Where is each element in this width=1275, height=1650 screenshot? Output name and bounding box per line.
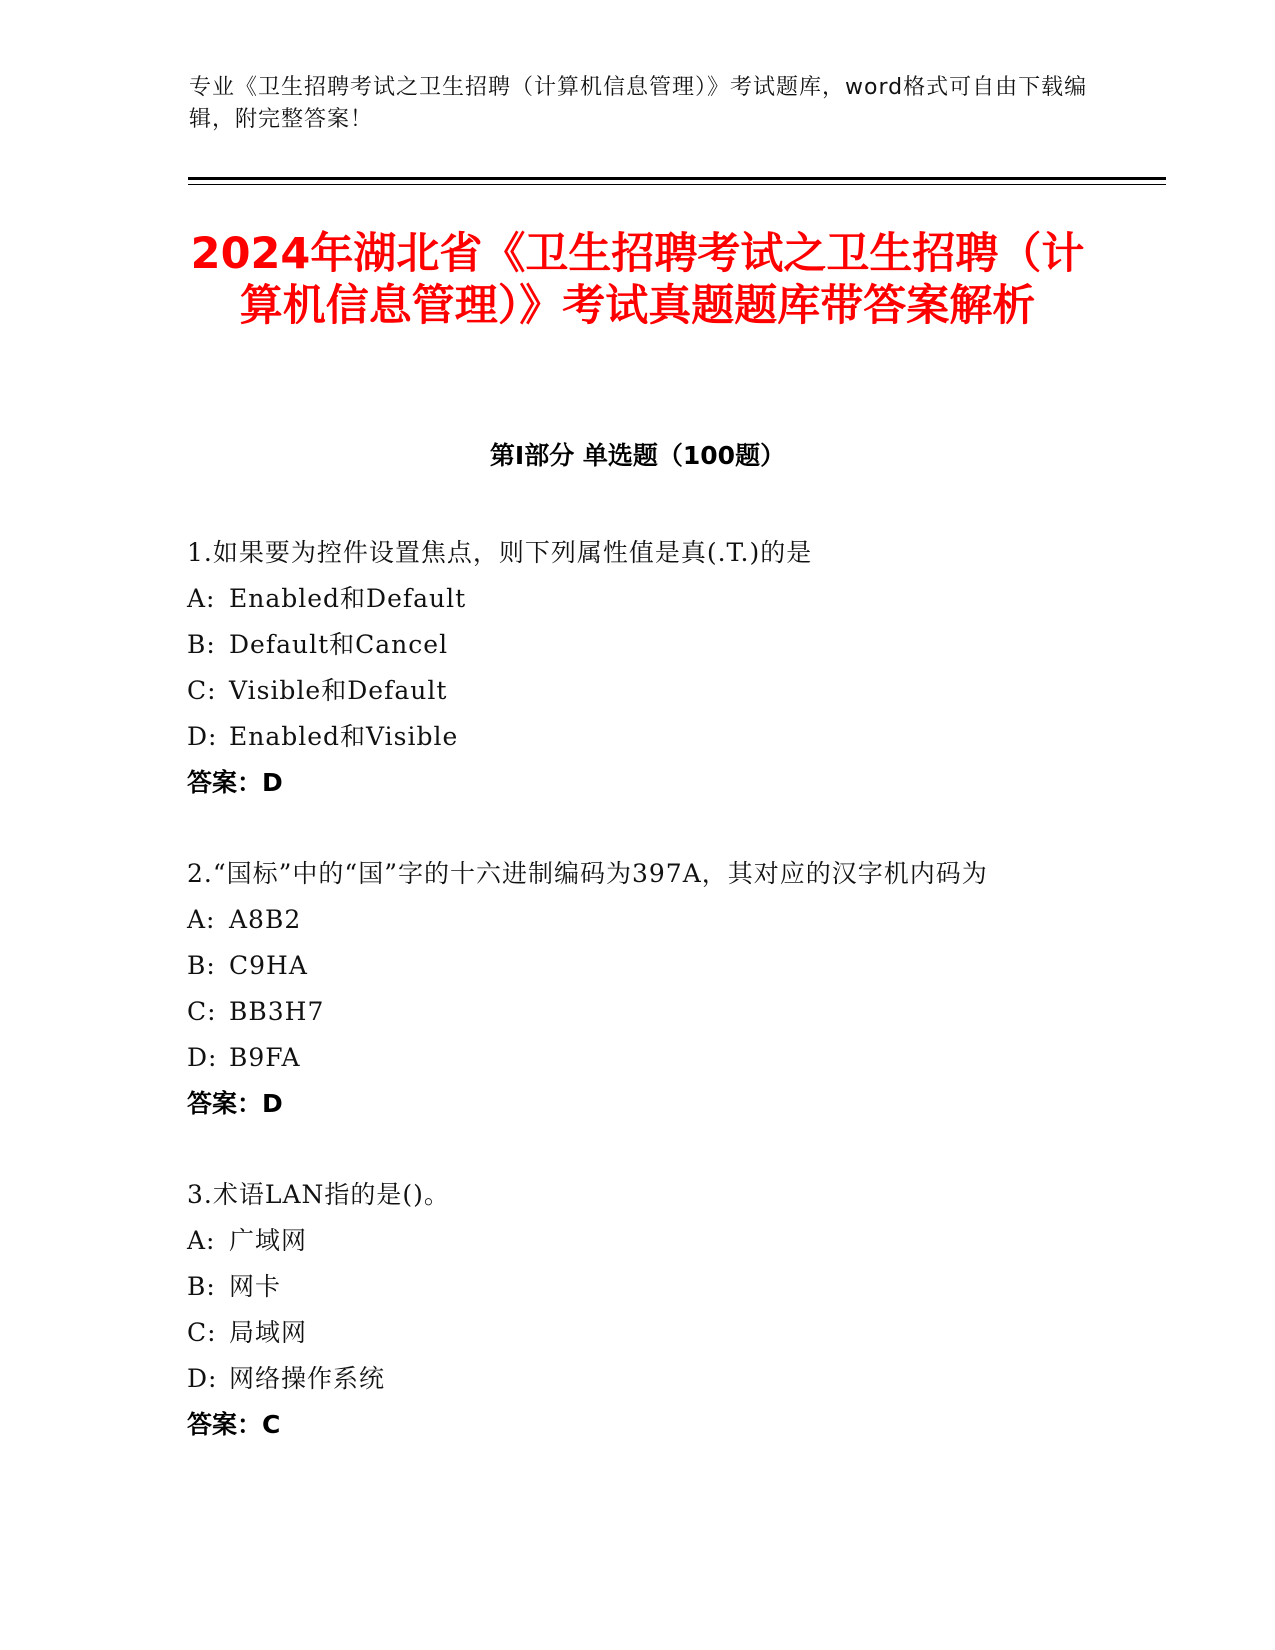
option-b [187, 1264, 1087, 1310]
document-title: 2024年湖北省《卫生招聘考试之卫生招聘（计算机信息管理）》考试真题题库带答案解析 [190, 229, 1085, 331]
option-key: C: [187, 1318, 217, 1347]
question-2 [187, 851, 1087, 1127]
option-text: B9FA [229, 1043, 301, 1072]
option-key: D: [187, 1043, 218, 1072]
answer: 答案：D [187, 768, 283, 797]
option-b [187, 943, 1087, 989]
question-list [187, 530, 1087, 1493]
option-a [187, 576, 1087, 622]
option-key: A: [187, 905, 216, 934]
answer: 答案：D [187, 1089, 283, 1118]
option-a [187, 897, 1087, 943]
option-text: 局域网 [229, 1318, 308, 1347]
option-d [187, 714, 1087, 760]
option-text: Visible和Default [229, 676, 448, 705]
section-title: 第Ⅰ部分 单选题（100题） [489, 441, 786, 470]
option-text: Enabled和Visible [229, 722, 459, 751]
option-text: 广域网 [229, 1226, 308, 1255]
question-stem: 1.如果要为控件设置焦点，则下列属性值是真(.T.)的是 [187, 538, 813, 567]
option-key: A: [187, 584, 216, 613]
header-note: 专业《卫生招聘考试之卫生招聘（计算机信息管理）》考试题库，word格式可自由下载编辑，附完整答案！ [189, 75, 1088, 132]
question-stem: 3.术语LAN指的是()。 [187, 1180, 450, 1209]
answer: 答案：C [187, 1410, 281, 1439]
option-key: B: [187, 951, 216, 980]
option-text: Enabled和Default [229, 584, 467, 613]
option-text: A8B2 [229, 905, 302, 934]
option-text: 网卡 [229, 1272, 282, 1301]
option-d [187, 1356, 1087, 1402]
question-1 [187, 530, 1087, 806]
option-key: C: [187, 676, 217, 705]
option-c [187, 1310, 1087, 1356]
header-divider-thin [188, 184, 1166, 185]
option-text: C9HA [229, 951, 308, 980]
option-c [187, 668, 1087, 714]
option-text: 网络操作系统 [229, 1364, 386, 1393]
header-divider-thick [188, 177, 1166, 180]
option-key: D: [187, 1364, 218, 1393]
question-stem: 2.“国标”中的“国”字的十六进制编码为397A，其对应的汉字机内码为 [187, 859, 988, 888]
option-text: Default和Cancel [229, 630, 449, 659]
option-b [187, 622, 1087, 668]
option-c [187, 989, 1087, 1035]
option-d [187, 1035, 1087, 1081]
option-key: B: [187, 1272, 216, 1301]
option-key: B: [187, 630, 216, 659]
option-text: BB3H7 [229, 997, 325, 1026]
option-key: A: [187, 1226, 216, 1255]
option-key: C: [187, 997, 217, 1026]
option-a [187, 1218, 1087, 1264]
question-3 [187, 1172, 1087, 1448]
option-key: D: [187, 722, 218, 751]
